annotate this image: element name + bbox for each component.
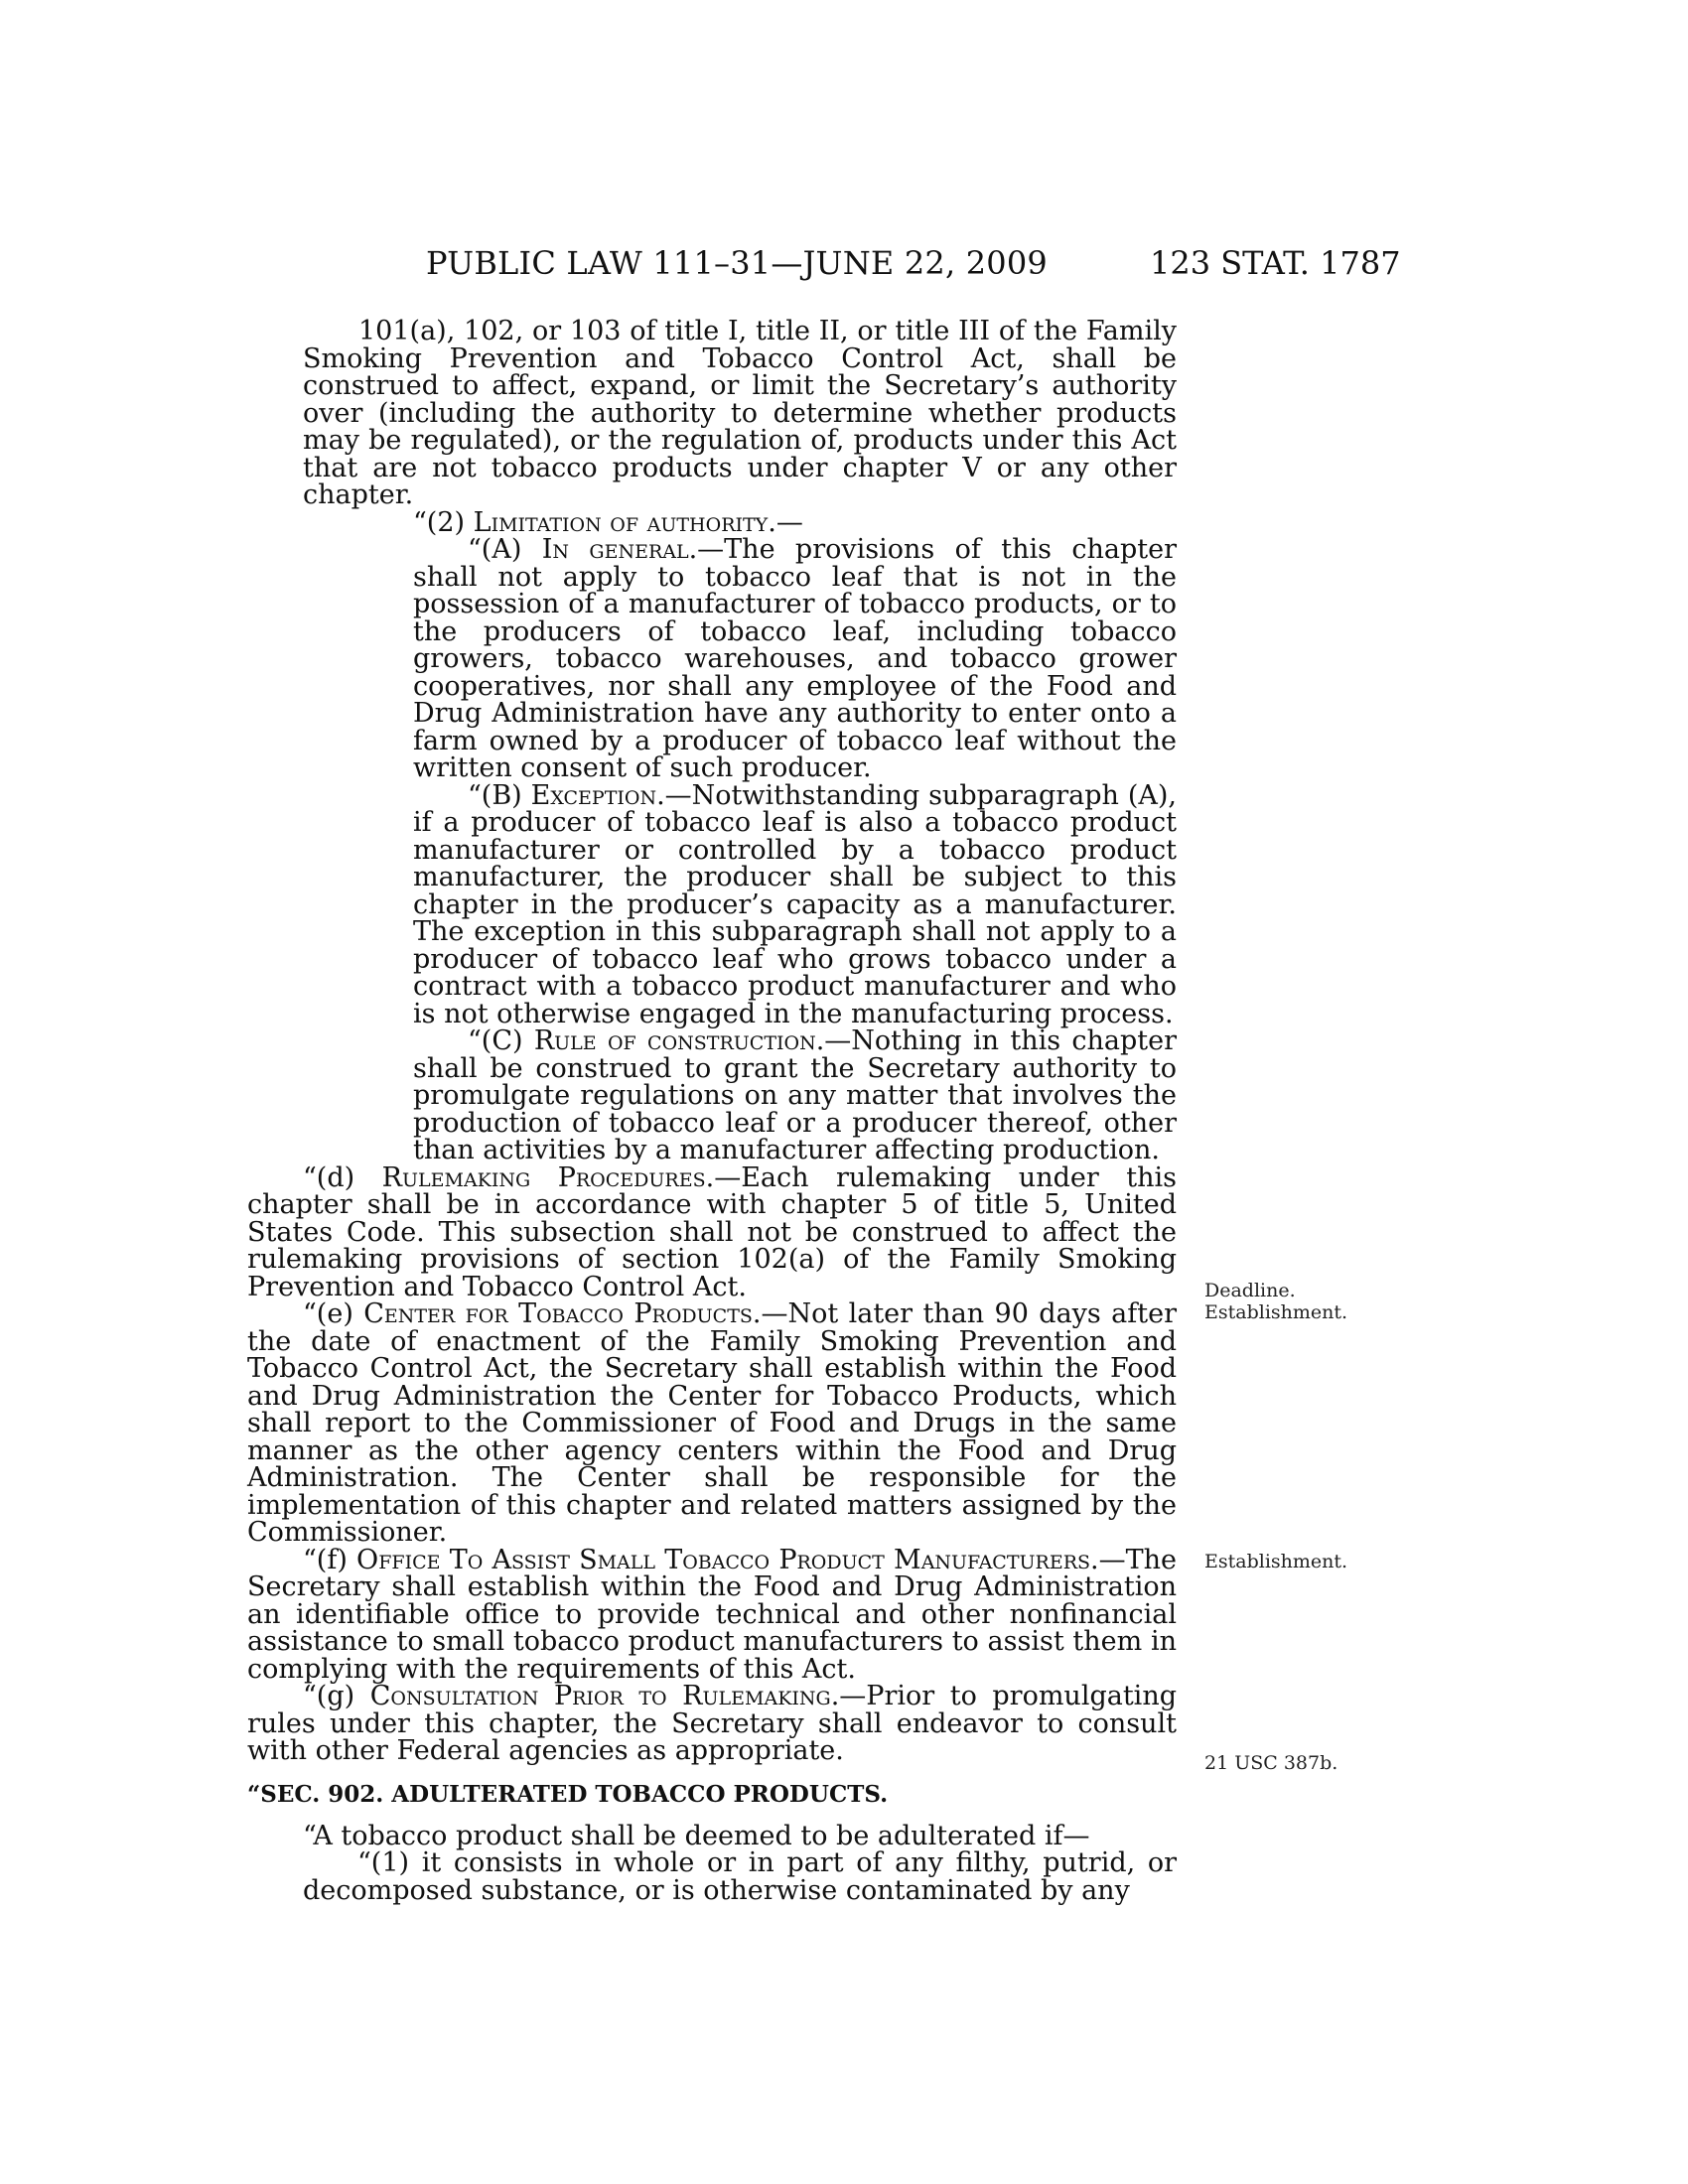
margin-note-deadline: Deadline.	[1204, 1280, 1296, 1301]
subsection-f: “(f) Office To Assist Small Tobacco Product Manufacturers.—The Secretary shall establish within the Food and Drug Administration an identifiable office to provide technical and other nonfinancial assistance to small tobacco product manufacturers to assist them in complying with the requirements of this Act.	[247, 1544, 1177, 1685]
margin-note-establishment: Establishment.	[1204, 1301, 1348, 1323]
subsection-e: “(e) Center for Tobacco Products.—Not later than 90 days after the date of enactment of the Family Smoking Prevention and Tobacco Control Act, the Secretary shall establish within the Food and Drug Administration the Center for Tobacco Products, which shall report to the Commissioner of Food and Drugs in the same manner as the other agency centers within the Food and Drug Administration. The Center shall be responsible for the implementation of this chapter and related matters assigned by the Commissioner.	[247, 1298, 1177, 1548]
header-title: PUBLIC LAW 111–31—JUNE 22, 2009	[426, 244, 1048, 282]
subparagraph-A: “(A) In general.—The provisions of this chapter shall not apply to tobacco leaf that is not in the possession of a manufacturer of tobacco products, or to the producers of tobacco leaf, including tobacco growers, tobacco warehouses, and tobacco grower cooperatives, nor shall any employee of the Food and Drug Administration have any authority to enter onto a farm owned by a producer of tobacco leaf without the written consent of such producer.	[413, 534, 1177, 783]
section-902-para-1: “(1) it consists in whole or in part of any filthy, putrid, or decomposed substance, or is otherwise contaminated by any	[303, 1847, 1177, 1906]
paragraph-continuation: 101(a), 102, or 103 of title I, title II, or title III of the Family Smoking Prevention and Tobacco Control Act, shall be construed to affect, expand, or limit the Secretary’s authority over (including the authority to determine whether products may be regulated), or the regulation of, products under this Act that are not tobacco products under chapter V or any other chapter.	[303, 316, 1177, 510]
page-number: 123 STAT. 1787	[1150, 244, 1401, 282]
subsection-g: “(g) Consultation Prior to Rulemaking.—Prior to promulgating rules under this chapter, the Secretary shall endeavor to consult with other Federal agencies as appropriate.	[247, 1681, 1177, 1766]
margin-note-establishment: Establishment.	[1204, 1551, 1348, 1572]
paragraph-2-limitation: “(2) Limitation of authority.—	[413, 506, 803, 538]
subsection-d: “(d) Rulemaking Procedures.—Each rulemaking under this chapter shall be in accordance with chapter 5 of title 5, United States Code. This subsection shall not be construed to affect the rulemaking provisions of section 102(a) of the Family Smoking Prevention and Tobacco Control Act.	[247, 1161, 1177, 1302]
document-body	[247, 316, 1177, 1906]
margin-note-usc-citation: 21 USC 387b.	[1204, 1752, 1338, 1774]
subparagraph-B: “(B) Exception.—Notwithstanding subparagraph (A), if a producer of tobacco leaf is also a tobacco product manufacturer or controlled by a tobacco product manufacturer, the producer shall be subject to this chapter in the producer’s capacity as a manufacturer. The exception in this subparagraph shall not apply to a producer of tobacco leaf who grows tobacco under a contract with a tobacco product manufacturer and who is not otherwise engaged in the manufacturing process.	[413, 779, 1177, 1029]
subparagraph-C: “(C) Rule of construction.—Nothing in this chapter shall be construed to grant the Secretary authority to promulgate regulations on any matter that involves the production of tobacco leaf or a producer thereof, other than activities by a manufacturer affecting production.	[413, 1025, 1177, 1165]
section-heading: “SEC. 902. ADULTERATED TOBACCO PRODUCTS.	[247, 1780, 889, 1808]
section-902-intro: “A tobacco product shall be deemed to be adulterated if—	[303, 1820, 1090, 1851]
running-header	[0, 244, 1688, 294]
